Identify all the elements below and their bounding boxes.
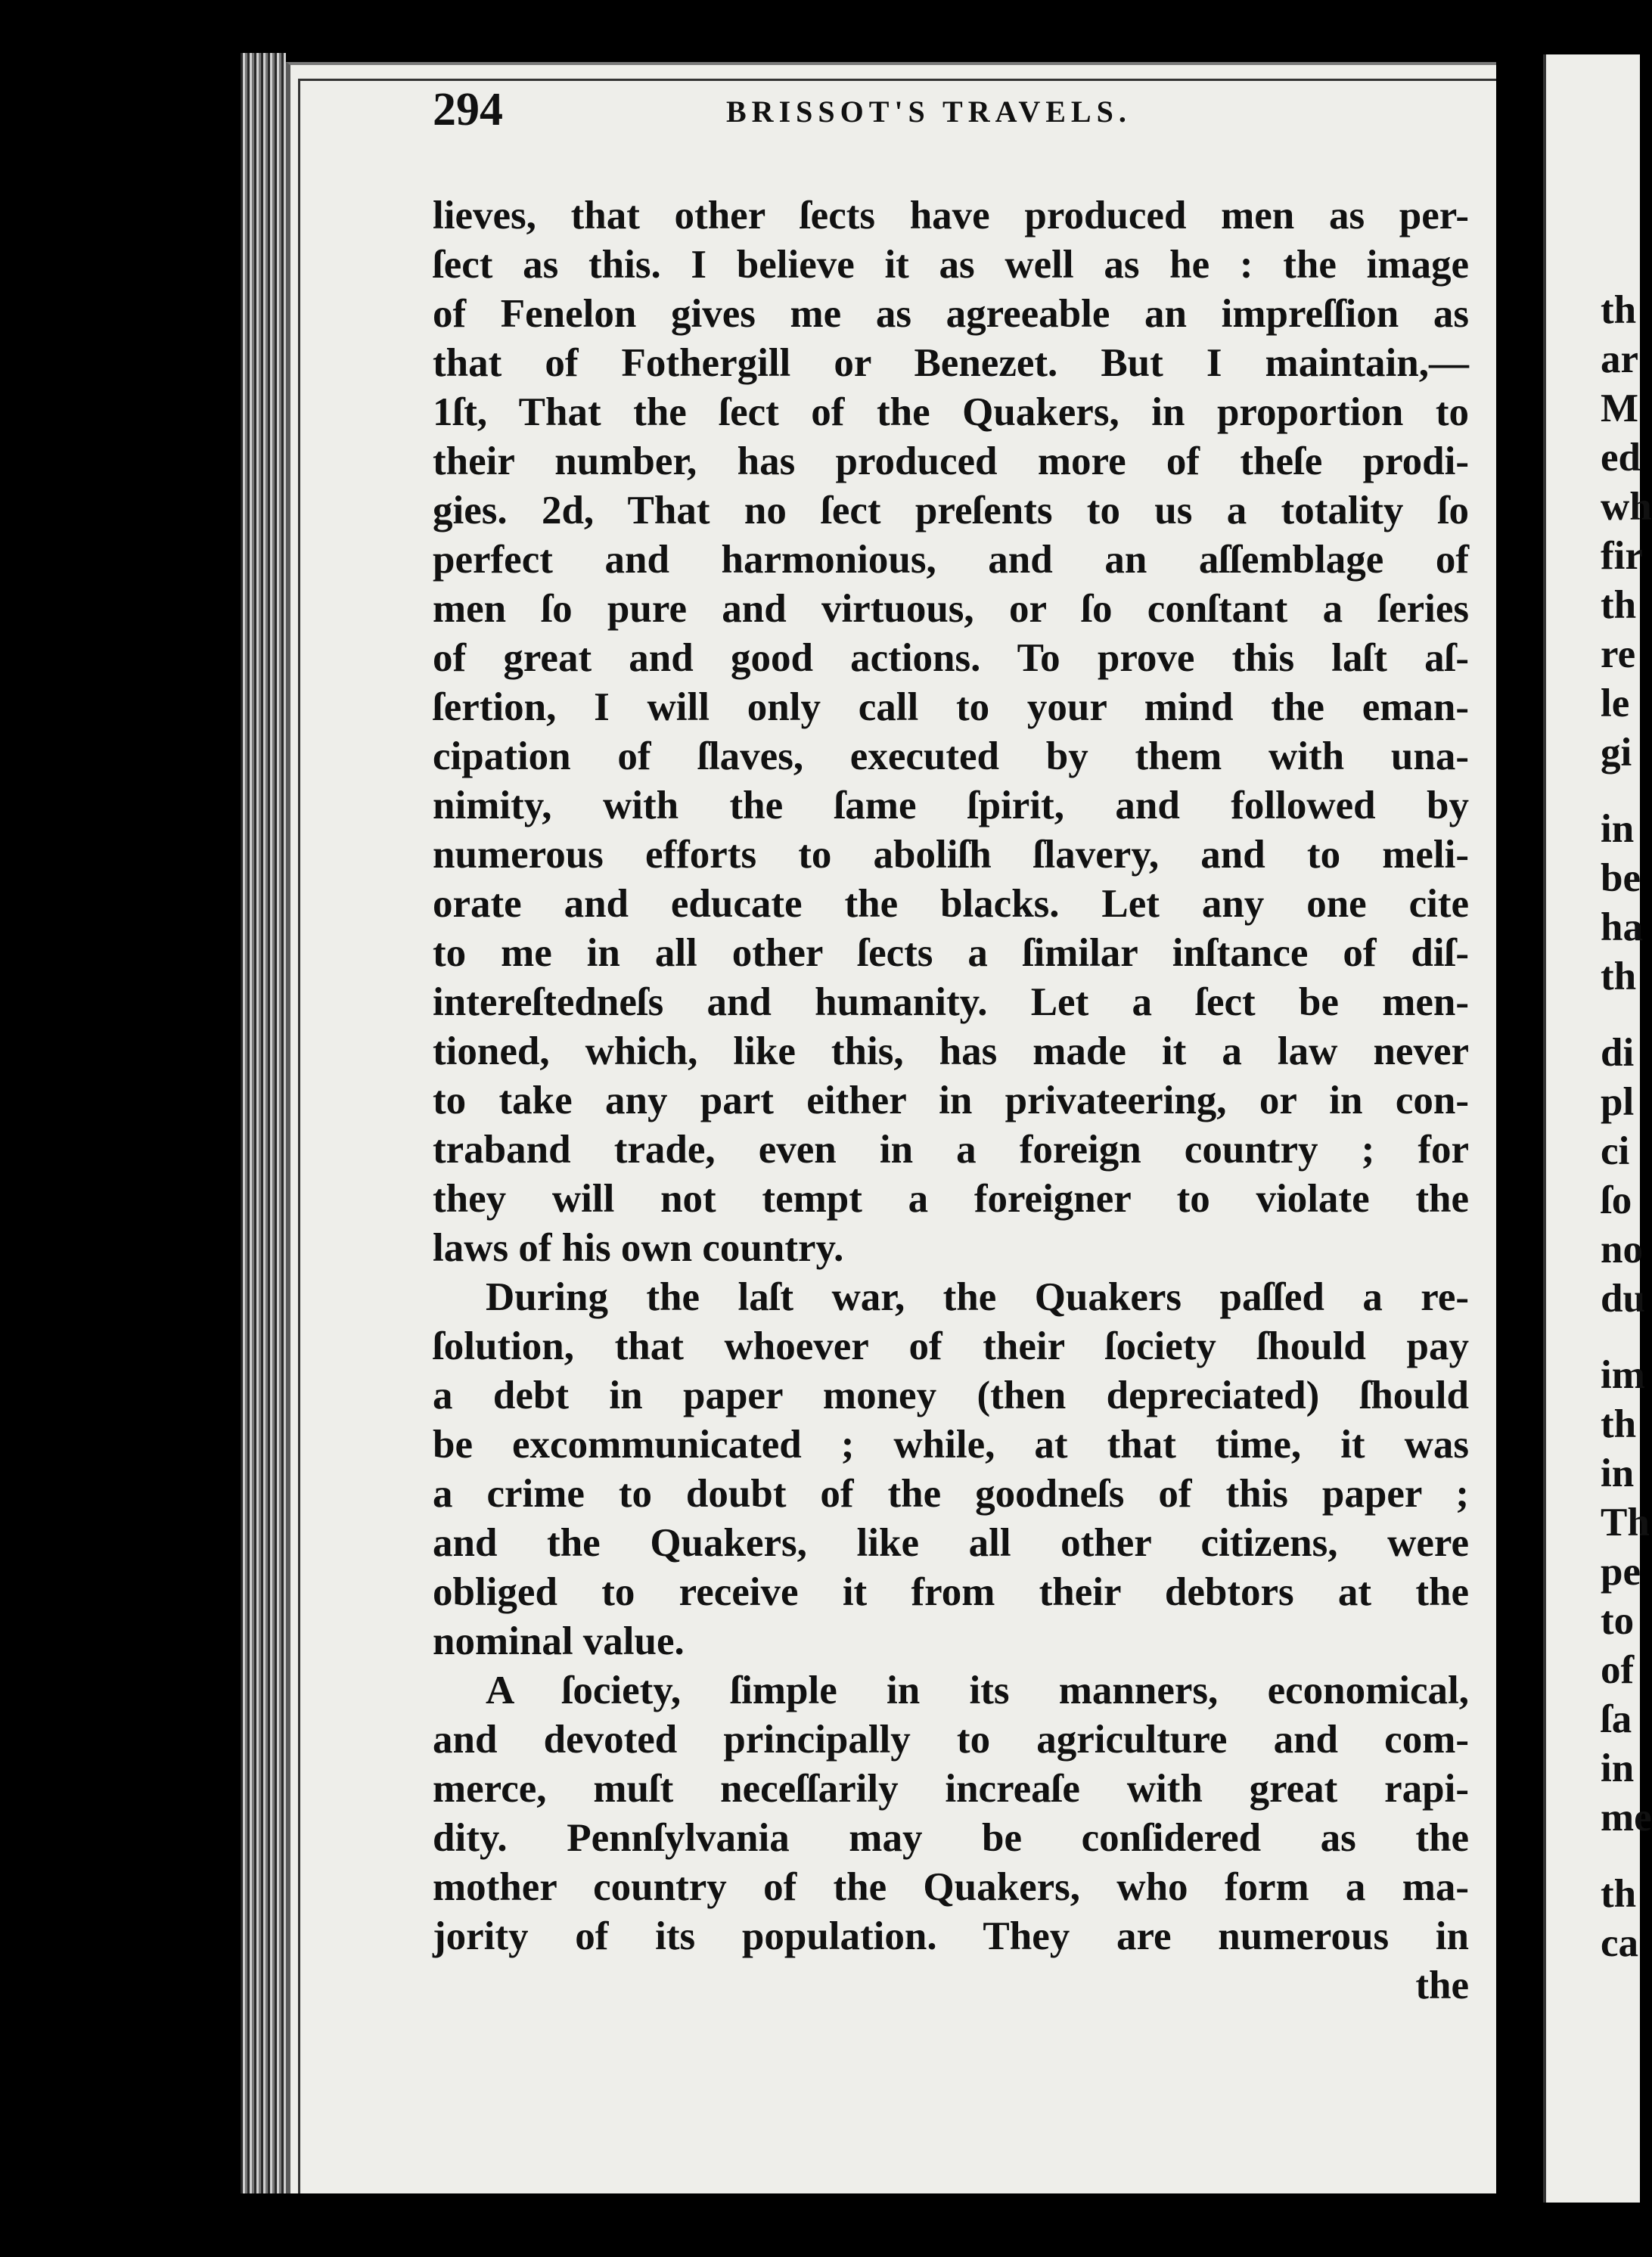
text-line: tioned, which, like this, has made it a law never [433, 1029, 1469, 1073]
facing-page-fragment: th [1601, 583, 1637, 627]
facing-page-fragment: ar [1601, 337, 1639, 381]
text-line: obliged to receive it from their debtors at the [433, 1570, 1469, 1614]
facing-page-fragment: th [1601, 1402, 1637, 1446]
facing-page-fragment: wh [1601, 485, 1652, 529]
text-line: of Fenelon gives me as agreeable an impreſſion as [433, 292, 1469, 336]
facing-page-fragment: in [1601, 807, 1635, 851]
text-line: laws of his own country. [433, 1226, 844, 1270]
facing-page-fragment: be [1601, 856, 1641, 900]
text-line: During the laſt war, the Quakers paſſed a re- [486, 1275, 1469, 1319]
text-line: a crime to doubt of the goodneſs of this paper ; [433, 1472, 1469, 1516]
text-line: and devoted principally to agriculture and com- [433, 1718, 1469, 1762]
facing-page-fragment: to [1601, 1599, 1635, 1643]
facing-page-fragment: Th [1601, 1501, 1650, 1545]
page-number: 294 [433, 84, 503, 135]
facing-page-fragment: ſa [1601, 1697, 1632, 1741]
facing-page-fragment: no [1601, 1228, 1643, 1271]
text-line: merce, muſt neceſſarily increaſe with great rapi- [433, 1767, 1469, 1811]
text-line: gies. 2d, That no ſect preſents to us a totality ſo [433, 489, 1469, 532]
text-line: dity. Pennſylvania may be conſidered as the [433, 1816, 1469, 1860]
facing-page-fragment: di [1601, 1031, 1635, 1075]
text-line: to take any part either in privateering, or in con- [433, 1079, 1469, 1122]
facing-page-fragment: pl [1601, 1080, 1635, 1124]
text-line: ſertion, I will only call to your mind the eman- [433, 685, 1469, 729]
text-line: that of Fothergill or Benezet. But I maintain,— [433, 341, 1469, 385]
catchword: the [1415, 1964, 1469, 2007]
text-line: to me in all other ſects a ſimilar inſtance of diſ- [433, 931, 1469, 975]
text-line: lieves, that other ſects have produced men as per- [433, 194, 1469, 237]
body-text [433, 191, 1469, 2010]
facing-page-fragment: gi [1601, 731, 1632, 775]
text-line: nimity, with the ſame ſpirit, and followed by [433, 784, 1469, 827]
text-line: ſolution, that whoever of their ſociety ſhould pay [433, 1324, 1469, 1368]
text-line: and the Quakers, like all other citizens, were [433, 1521, 1469, 1565]
text-line: be excommunicated ; while, at that time, it was [433, 1423, 1469, 1467]
text-line: intereſtedneſs and humanity. Let a ſect be men- [433, 980, 1469, 1024]
facing-page-fragment: ci [1601, 1129, 1630, 1173]
text-line: cipation of ſlaves, executed by them with una- [433, 734, 1469, 778]
facing-page [1543, 54, 1652, 2203]
text-line: perfect and harmonious, and an aſſemblage of [433, 538, 1469, 582]
facing-page-fragment: fir [1601, 534, 1643, 578]
text-line: jority of its population. They are numerous in [433, 1914, 1469, 1958]
text-line: nominal value. [433, 1619, 685, 1663]
book-page-edges [241, 53, 286, 2193]
facing-page-fragment: th [1601, 1872, 1637, 1916]
facing-page-fragment: du [1601, 1277, 1645, 1321]
facing-page-fragment: in [1601, 1451, 1635, 1495]
text-line: they will not tempt a foreigner to violate the [433, 1177, 1469, 1221]
text-line: ſect as this. I believe it as well as he : the image [433, 243, 1469, 287]
text-line: a debt in paper money (then depreciated) ſhould [433, 1374, 1469, 1417]
facing-page-fragment: th [1601, 288, 1637, 332]
book-gutter [1520, 45, 1543, 2224]
text-line: men ſo pure and virtuous, or ſo conſtant a ſeries [433, 587, 1469, 631]
facing-page-fragment: of [1601, 1648, 1635, 1692]
facing-page-fragment: ca [1601, 1921, 1639, 1965]
facing-page-fragment: ſo [1601, 1178, 1632, 1222]
facing-page-fragment: re [1601, 632, 1636, 676]
text-line: traband trade, even in a foreign country ; for [433, 1128, 1469, 1172]
text-line: orate and educate the blacks. Let any one cite [433, 882, 1469, 926]
facing-page-fragment: ed [1601, 436, 1641, 480]
facing-page-fragment: im [1601, 1353, 1645, 1397]
facing-page-fragment: ha [1601, 905, 1643, 949]
text-line: numerous efforts to aboliſh ſlavery, and to meli- [433, 833, 1469, 877]
text-line: 1ſt, That the ſect of the Quakers, in proportion to [433, 390, 1469, 434]
facing-page-fragment: th [1601, 955, 1637, 998]
facing-page-fragment: me [1601, 1796, 1652, 1839]
text-line: of great and good actions. To prove this laſt aſ- [433, 636, 1469, 680]
page-header [433, 83, 1469, 151]
facing-page-fragment: in [1601, 1746, 1635, 1790]
facing-page-fragment: pe [1601, 1550, 1641, 1594]
text-line: mother country of the Quakers, who form a ma- [433, 1865, 1469, 1909]
text-line: their number, has produced more of theſe prodi- [433, 439, 1469, 483]
facing-page-fragment: le [1601, 681, 1630, 725]
text-line: A ſociety, ſimple in its manners, economical, [486, 1669, 1469, 1712]
running-title: BRISSOT'S TRAVELS. [726, 95, 1132, 129]
facing-page-fragment: M [1601, 387, 1639, 430]
